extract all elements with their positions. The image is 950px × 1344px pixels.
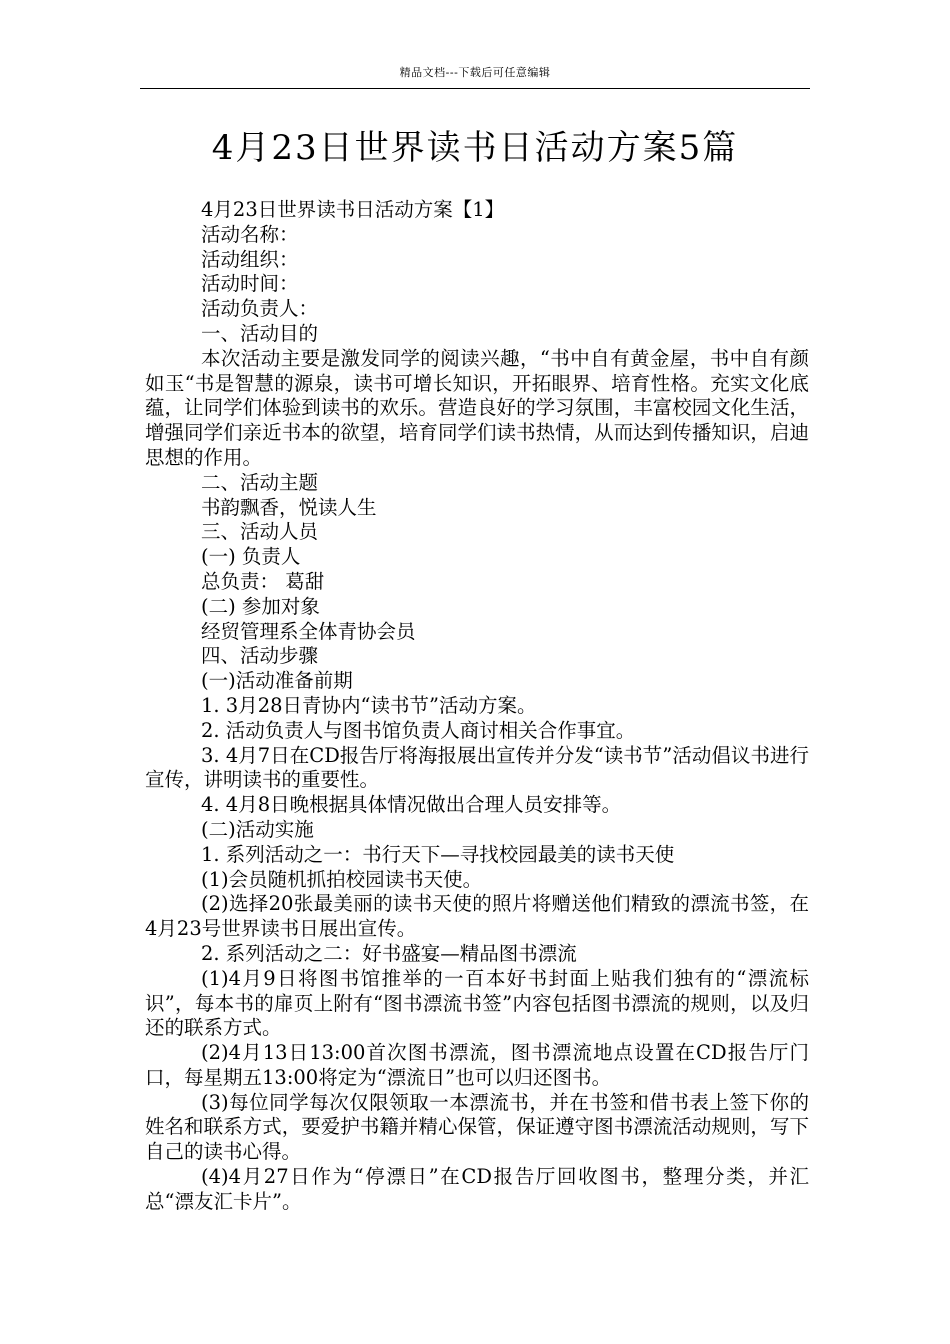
body-paragraph: (二)活动实施 [201, 817, 314, 841]
body-paragraph: 活动时间： [201, 272, 299, 296]
header-divider [140, 88, 810, 89]
body-paragraph: 2. 活动负责人与图书馆负责人商讨相关合作事宜。 [201, 718, 636, 742]
body-paragraph: 经贸管理系全体青协会员 [201, 619, 416, 643]
body-paragraph: 一、活动目的 [201, 321, 319, 345]
body-paragraph: 二、活动主题 [201, 470, 319, 494]
body-paragraph: 活动负责人： [201, 297, 319, 321]
body-paragraph: 活动组织： [201, 247, 299, 271]
body-paragraph: (3)每位同学每次仅限领取一本漂流书，并在书签和借书表上签下你的姓名和联系方式，要爱护书籍并精心保管，保证遵守图书漂流活动规则，写下自己的读书心得。 [145, 1090, 809, 1164]
body-paragraph: 活动名称： [201, 222, 299, 246]
body-paragraph: (1)4月9日将图书馆推举的一百本好书封面上贴我们独有的“漂流标识”，每本书的扉页上附有“图书漂流书签”内容包括图书漂流的规则，以及归还的联系方式。 [145, 966, 809, 1040]
body-paragraph: 2. 系列活动之二：好书盛宴—精品图书漂流 [201, 941, 577, 965]
body-paragraph: 四、活动步骤 [201, 644, 319, 668]
document-body [145, 198, 809, 1215]
body-paragraph: (4)4月27日作为“停漂日”在CD报告厅回收图书，整理分类，并汇总“漂友汇卡片”。 [145, 1165, 809, 1213]
body-paragraph: 4. 4月8日晚根据具体情况做出合理人员安排等。 [201, 793, 622, 817]
body-paragraph: (2)4月13日13:00首次图书漂流，图书漂流地点设置在CD报告厅门口，每星期五13:00将定为“漂流日”也可以归还图书。 [145, 1041, 809, 1089]
body-paragraph: (一)活动准备前期 [201, 669, 353, 693]
body-paragraph: (二) 参加对象 [201, 594, 320, 618]
header-note: 精品文档---下载后可任意编辑 [399, 66, 551, 79]
body-paragraph: 1. 系列活动之一：书行天下—寻找校园最美的读书天使 [201, 842, 675, 866]
body-paragraph: 书韵飘香，悦读人生 [201, 495, 377, 519]
body-paragraph: 4月23日世界读书日活动方案【1】 [201, 198, 505, 221]
body-paragraph: 3. 4月7日在CD报告厅将海报展出宣传并分发“读书节”活动倡议书进行宣传，讲明读书的重要性。 [145, 743, 809, 792]
body-paragraph: (1)会员随机抓拍校园读书天使。 [201, 867, 483, 891]
body-paragraph: (一) 负责人 [201, 545, 301, 569]
body-paragraph: 总负责： 葛甜 [201, 569, 325, 593]
body-paragraph: (2)选择20张最美丽的读书天使的照片将赠送他们精致的漂流书签，在4月23号世界读书日展出宣传。 [145, 892, 809, 941]
body-paragraph: 1. 3月28日青协内“读书节”活动方案。 [201, 693, 537, 717]
document-title: 4月23日世界读书日活动方案5篇 [211, 128, 739, 168]
body-paragraph: 三、活动人员 [201, 520, 319, 544]
body-paragraph: 本次活动主要是激发同学的阅读兴趣，“书中自有黄金屋，书中自有颜如玉“书是智慧的源泉，读书可增长知识，开拓眼界、培育性格。充实文化底蕴，让同学们体验到读书的欢乐。营造良好的学习氛围，丰富校园文化生活，增强同学们亲近书本的欲望，培育同学们读书热情，从而达到传播知识，启迪思想的作用。 [145, 346, 809, 469]
